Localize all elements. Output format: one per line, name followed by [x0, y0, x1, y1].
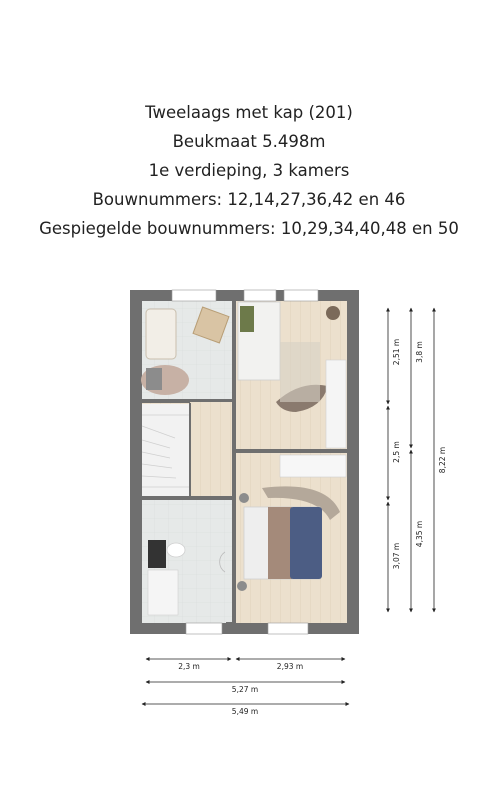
dim-label-3-07: 3,07 m [392, 542, 401, 570]
desk-area [280, 342, 320, 402]
vanity [148, 540, 166, 568]
shelf [240, 306, 254, 332]
dim-label-5-49: 5,49 m [231, 707, 259, 716]
dim-label-2-51: 2,51 m [392, 338, 401, 366]
wardrobe-bottom [280, 455, 346, 477]
dim-label-2-3: 2,3 m [178, 662, 200, 671]
cabinet [146, 368, 162, 390]
staircase [142, 404, 190, 496]
nightstand-lamp [239, 493, 249, 503]
bathtub [146, 309, 176, 359]
dim-label-5-27: 5,27 m [231, 685, 259, 694]
wardrobe-top [326, 360, 346, 448]
title-line-width: Beukmaat 5.498m [172, 132, 326, 151]
floor-plan [130, 290, 359, 634]
title-line-floor: 1e verdieping, 3 kamers [148, 161, 350, 180]
plant [326, 306, 340, 320]
toilet [167, 543, 185, 557]
washbasin-cabinet [148, 570, 178, 615]
bed-throw [268, 507, 292, 579]
duvet [290, 507, 322, 579]
nightstand-lamp [237, 581, 247, 591]
horizontal-dimension-lines [142, 659, 349, 704]
title-line-mirrored-numbers: Gespiegelde bouwnummers: 10,29,34,40,48 en 50 [39, 219, 459, 238]
dim-label-2-5: 2,5 m [392, 441, 401, 463]
dim-label-2-93: 2,93 m [276, 662, 304, 671]
title-line-build-numbers: Bouwnummers: 12,14,27,36,42 en 46 [92, 190, 406, 209]
dim-label-4-35: 4,35 m [415, 520, 424, 548]
dim-label-3-8: 3,8 m [415, 341, 424, 363]
title-line-house-type: Tweelaags met kap (201) [145, 103, 353, 122]
dim-label-8-22: 8,22 m [438, 446, 447, 474]
